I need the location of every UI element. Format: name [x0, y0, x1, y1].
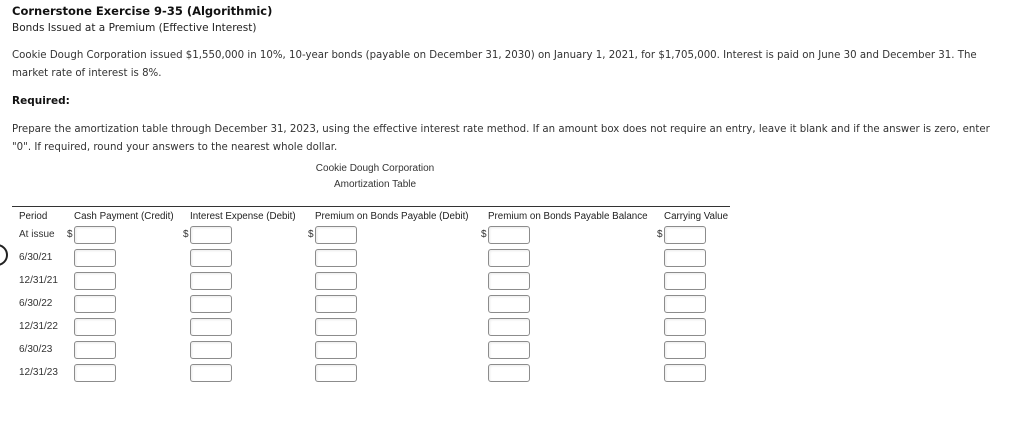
period-label: 6/30/23 — [19, 344, 53, 355]
instructions-line-1: Prepare the amortization table through December 31, 2023, using the effective interest rate method. If an amount box does not require an entry, leave it blank and if the answer is zero, enter — [12, 124, 990, 135]
interest-expense-input[interactable] — [190, 272, 232, 290]
header-premium-balance: Premium on Bonds Payable Balance — [488, 211, 648, 222]
premium-debit-input[interactable] — [315, 364, 357, 382]
cash-payment-input[interactable] — [74, 318, 116, 336]
interest-expense-input[interactable] — [190, 295, 232, 313]
premium-balance-input[interactable] — [488, 249, 530, 267]
premium-balance-input[interactable] — [488, 272, 530, 290]
interest-expense-input[interactable] — [190, 341, 232, 359]
carrying-value-input[interactable] — [664, 272, 706, 290]
header-period: Period — [19, 211, 48, 222]
carrying-value-input[interactable] — [664, 341, 706, 359]
premium-balance-input[interactable] — [488, 341, 530, 359]
interest-expense-input[interactable] — [190, 364, 232, 382]
period-label: 12/31/23 — [19, 367, 58, 378]
cash-payment-input[interactable] — [74, 295, 116, 313]
cash-payment-input[interactable] — [74, 341, 116, 359]
premium-debit-input[interactable] — [315, 272, 357, 290]
carrying-value-input[interactable] — [664, 295, 706, 313]
carrying-value-input[interactable] — [664, 226, 706, 244]
carrying-value-input[interactable] — [664, 249, 706, 267]
instructions-line-2: "0". If required, round your answers to the nearest whole dollar. — [12, 142, 338, 153]
premium-balance-input[interactable] — [488, 295, 530, 313]
header-cash-payment: Cash Payment (Credit) — [74, 211, 174, 222]
table-title: Amortization Table — [333, 179, 417, 190]
cash-payment-input[interactable] — [74, 272, 116, 290]
instructions — [12, 121, 1012, 157]
cash-payment-input[interactable] — [74, 249, 116, 267]
period-label: 12/31/22 — [19, 321, 58, 332]
premium-balance-input[interactable] — [488, 318, 530, 336]
premium-debit-input[interactable] — [315, 226, 357, 244]
interest-expense-input[interactable] — [190, 226, 232, 244]
exercise-subtitle: Bonds Issued at a Premium (Effective Interest) — [12, 22, 257, 34]
interest-expense-input[interactable] — [190, 249, 232, 267]
cash-payment-input[interactable] — [74, 226, 116, 244]
table-company-name: Cookie Dough Corporation — [315, 163, 435, 174]
premium-debit-input[interactable] — [315, 318, 357, 336]
dollar-sign: $ — [308, 229, 314, 240]
problem-line-1: Cookie Dough Corporation issued $1,550,000 in 10%, 10-year bonds (payable on December 31, 2030) on January 1, 2021, for $1,705,000. Interest is paid on June 30 and December 31. The — [12, 50, 977, 61]
premium-balance-input[interactable] — [488, 226, 530, 244]
premium-debit-input[interactable] — [315, 341, 357, 359]
exercise-title: Cornerstone Exercise 9-35 (Algorithmic) — [12, 4, 273, 18]
carrying-value-input[interactable] — [664, 364, 706, 382]
row-focus-indicator — [0, 244, 8, 266]
dollar-sign: $ — [183, 229, 189, 240]
period-label: 6/30/21 — [19, 252, 53, 263]
problem-line-2: market rate of interest is 8%. — [12, 68, 162, 79]
period-label: At issue — [19, 229, 55, 240]
carrying-value-input[interactable] — [664, 318, 706, 336]
header-carrying-value: Carrying Value — [664, 211, 729, 222]
header-interest-expense: Interest Expense (Debit) — [190, 211, 296, 222]
period-label: 12/31/21 — [19, 275, 58, 286]
premium-debit-input[interactable] — [315, 295, 357, 313]
premium-debit-input[interactable] — [315, 249, 357, 267]
dollar-sign: $ — [657, 229, 663, 240]
problem-statement — [12, 47, 1012, 83]
required-label: Required: — [12, 95, 70, 107]
interest-expense-input[interactable] — [190, 318, 232, 336]
dollar-sign: $ — [67, 229, 73, 240]
table-header-rule — [12, 206, 730, 207]
premium-balance-input[interactable] — [488, 364, 530, 382]
dollar-sign: $ — [481, 229, 487, 240]
cash-payment-input[interactable] — [74, 364, 116, 382]
period-label: 6/30/22 — [19, 298, 53, 309]
header-premium-debit: Premium on Bonds Payable (Debit) — [315, 211, 469, 222]
